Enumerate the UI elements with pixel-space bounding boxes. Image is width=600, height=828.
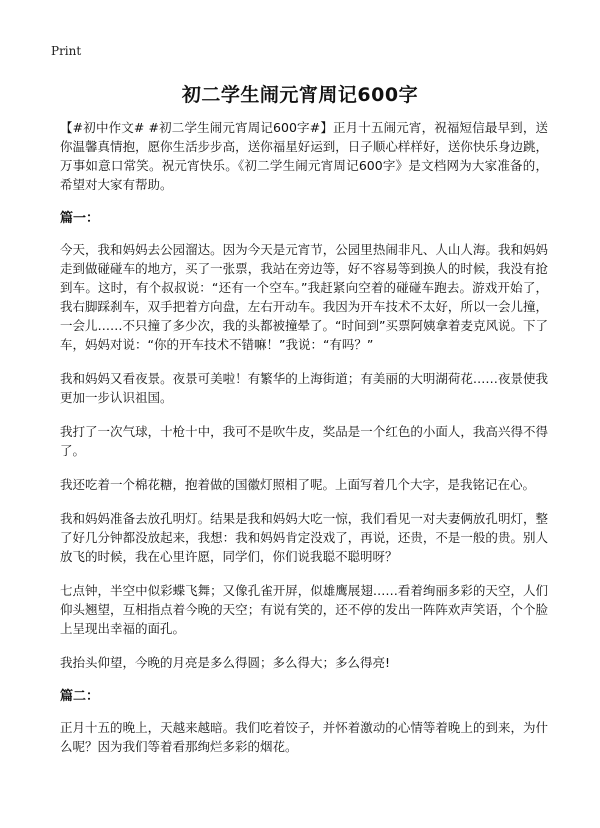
section-1-paragraph-2: 我和妈妈又看夜景。夜景可美啦！有繁华的上海街道；有美丽的大明湖荷花……夜景使我更加一步认识祖国。 <box>60 371 548 405</box>
section-2-heading: 篇二： <box>60 689 100 704</box>
intro-paragraph: 【#初中作文# #初二学生闹元宵周记600字#】正月十五闹元宵，祝福短信最早到，送你温馨真情抱，愿你生活步步高，送你福星好运到，日子顺心样样好，送你快乐身边跳，万事如意口常笑。祝元宵快乐。《初二学生闹元宵周记600字》是文档网为大家准备的，希望对大家有帮助。 <box>60 120 548 192</box>
section-1-paragraph-1: 今天，我和妈妈去公园溜达。因为今天是元宵节，公园里热闹非凡、人山人海。我和妈妈走到做碰碰车的地方，买了一张票，我站在旁边等，好不容易等到换人的时候，我没有抢到车。这时，有个叔叔说：“还有一个空车。”我赶紧向空着的碰碰车跑去。游戏开始了，我右脚踩刹车，双手把着方向盘，左右开动车。我因为开车技术不太好，所以一会儿撞，一会儿……不只撞了多少次，我的头都被撞晕了。“时间到”买票阿姨拿着麦克风说。下了车，妈妈对说：“你的开车技术不错嘛！”我说：“有吗？” <box>60 242 548 352</box>
article-body <box>60 118 548 771</box>
section-2-paragraph-1: 正月十五的晚上，天越来越暗。我们吃着饺子，并怀着激动的心情等着晚上的到来，为什么呢？因为我们等着看那绚烂多彩的烟花。 <box>60 720 548 754</box>
section-1-heading: 篇一： <box>60 211 100 226</box>
page-title: 初二学生闹元宵周记600字 <box>181 84 419 106</box>
section-1-paragraph-6: 七点钟，半空中似彩蝶飞舞；又像孔雀开屏，似雄鹰展翅……看着绚丽多彩的天空，人们仰头翘望，互相指点着今晚的天空；有说有笑的，还不停的发出一阵阵欢声笑语，个个脸上呈现出幸福的面孔。 <box>60 583 548 636</box>
section-1-paragraph-4: 我还吃着一个棉花糖，抱着做的国徽灯照相了呢。上面写着几个大字，是我铭记在心。 <box>60 477 536 492</box>
section-1-paragraph-5: 我和妈妈准备去放孔明灯。结果是我和妈妈大吃一惊，我们看见一对夫妻俩放孔明灯，整了好几分钟都没放起来，我想：我和妈妈肯定没戏了，再说，还贵，不是一般的贵。别人放飞的时候，我在心里许愿，同学们，你们说我聪不聪明呀？ <box>60 511 548 564</box>
section-1-paragraph-7: 我抬头仰望，今晚的月亮是多么得圆；多么得大；多么得亮! <box>60 655 391 670</box>
section-1-paragraph-3: 我打了一次气球，十枪十中，我可不是吹牛皮，奖品是一个红色的小面人，我高兴得不得了。 <box>60 424 548 458</box>
print-link[interactable]: Print <box>51 44 82 58</box>
